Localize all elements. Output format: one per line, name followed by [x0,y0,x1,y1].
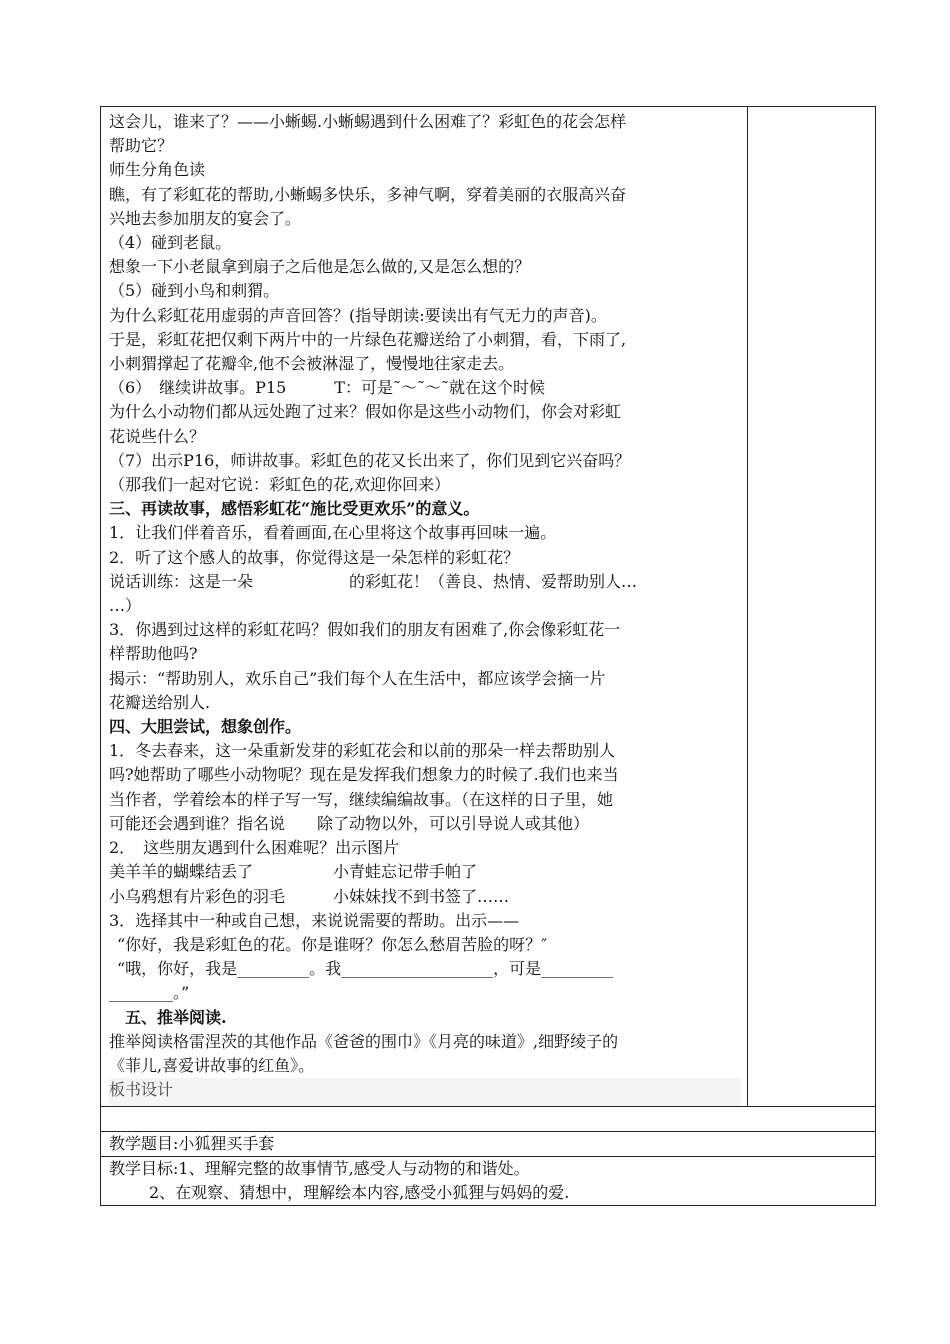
procedure-cell [101,107,748,1107]
text-line: 1．让我们伴着音乐，看着画面,在心里将这个故事再回味一遍。 [109,523,557,543]
text-line: 花瓣送给别人. [109,692,211,712]
text-line: 推举阅读格雷涅茨的其他作品《爸爸的围巾》《月亮的味道》,细野绫子的 [109,1031,619,1051]
text-line: 四、大胆尝试，想象创作。 [109,717,302,737]
table-gap [100,1107,876,1131]
text-line: “你好，我是彩虹色的花。你是谁呀？你怎么愁眉苦脸的呀？″ [117,934,548,954]
text-line: （7）出示P16，师讲故事。彩虹色的花又长出来了，你们见到它兴奋吗？ [109,450,631,470]
text-line: 为什么小动物们都从远处跑了过来？假如你是这些小动物们，你会对彩虹 [109,402,622,422]
next-lesson-table [100,1131,876,1206]
text-line: ________。” [109,983,190,1003]
text-line: 2．听了这个感人的故事，你觉得这是一朵怎样的彩虹花？ [109,547,520,567]
text-line: 为什么彩虹花用虚弱的声音回答？(指导朗读:要读出有气无力的声音)。 [109,305,607,325]
text-line: 当作者，学着绘本的样子写一写，继续编编故事。（在这样的日子里，她 [109,789,614,809]
lesson-title: 教学题目:小狐狸买手套 [109,1134,275,1154]
text-line: 可能还会遇到谁？指名说 除了动物以外，可以引导说人或其他） [109,813,590,833]
text-line: （那我们一起对它说：彩虹色的花,欢迎你回来） [109,475,451,495]
text-line: 揭示：“帮助别人，欢乐自己”我们每个人在生活中，都应该学会摘一片 [109,668,606,688]
lesson-title-cell [101,1132,876,1157]
text-line: （5）碰到小鸟和刺猬。 [109,281,280,301]
text-line: 师生分角色读 [109,160,206,180]
text-line: 3．你遇到过这样的彩虹花吗？假如我们的朋友有困难了,你会像彩虹花一 [109,620,621,640]
lesson-goals-cell [101,1157,876,1206]
lesson-goal-1: 教学目标:1、理解完整的故事情节,感受人与动物的和谐处。 [109,1159,530,1179]
text-line: 瞧，有了彩虹花的帮助,小蜥蜴多快乐，多神气啊，穿着美丽的衣服高兴奋 [109,184,627,204]
text-line: （6） 继续讲故事。P15 T：可是˜～˜～˜就在这个时候 [109,378,545,398]
lesson-plan-document [100,106,876,1206]
text-line: 于是，彩虹花把仅剩下两片中的一片绿色花瓣送给了小刺猬，看，下雨了, [109,329,627,349]
text-line: “哦，你好，我是_________。我___________________，可是_________ [117,959,614,979]
text-line: （4）碰到老鼠。 [109,233,232,253]
text-line: 小乌鸦想有片彩色的羽毛 小妹妹找不到书签了…… [109,886,510,906]
text-line: 样帮助他吗? [109,644,198,664]
text-line: 说话训练：这是一朵 的彩虹花！（善良、热情、爱帮助别人… [109,571,638,591]
text-line: 这会儿，谁来了？——小蜥蜴.小蜥蜴遇到什么困难了？彩虹色的花会怎样 [109,112,627,131]
text-line: …） [109,596,142,616]
lesson-goal-2: 2、在观察、猜想中，理解绘本内容,感受小狐狸与妈妈的爱. [149,1183,570,1203]
text-line: 板书设计 [109,1078,741,1106]
procedure-text [101,107,747,1106]
text-line: 三、再读故事，感悟彩虹花“施比受更欢乐”的意义。 [109,499,480,519]
lesson-procedure-table [100,106,876,1107]
text-line: 兴地去参加朋友的宴会了。 [109,208,302,228]
text-line: 五、推举阅读. [125,1007,227,1027]
text-line: 吗?她帮助了哪些小动物呢？现在是发挥我们想象力的时候了.我们也来当 [109,765,619,785]
text-line: 3．选择其中一种或自己想，来说说需要的帮助。出示—— [109,910,520,930]
text-line: 1．冬去春来，这一朵重新发芽的彩虹花会和以前的那朵一样去帮助别人 [109,741,616,761]
notes-column [748,107,876,1107]
text-line: 小刺猬撑起了花瓣伞,他不会被淋湿了，慢慢地往家走去。 [109,354,515,374]
text-line: 美羊羊的蝴蝶结丢了 小青蛙忘记带手帕了 [109,862,478,882]
text-line: 花说些什么？ [109,426,206,446]
text-line: 《菲儿,喜爱讲故事的红鱼》。 [109,1055,315,1075]
text-line: 帮助它？ [109,136,174,156]
text-line: 2． 这些朋友遇到什么困难呢？出示图片 [109,838,400,858]
text-line: 想象一下小老鼠拿到扇子之后他是怎么做的,又是怎么想的？ [109,257,531,277]
